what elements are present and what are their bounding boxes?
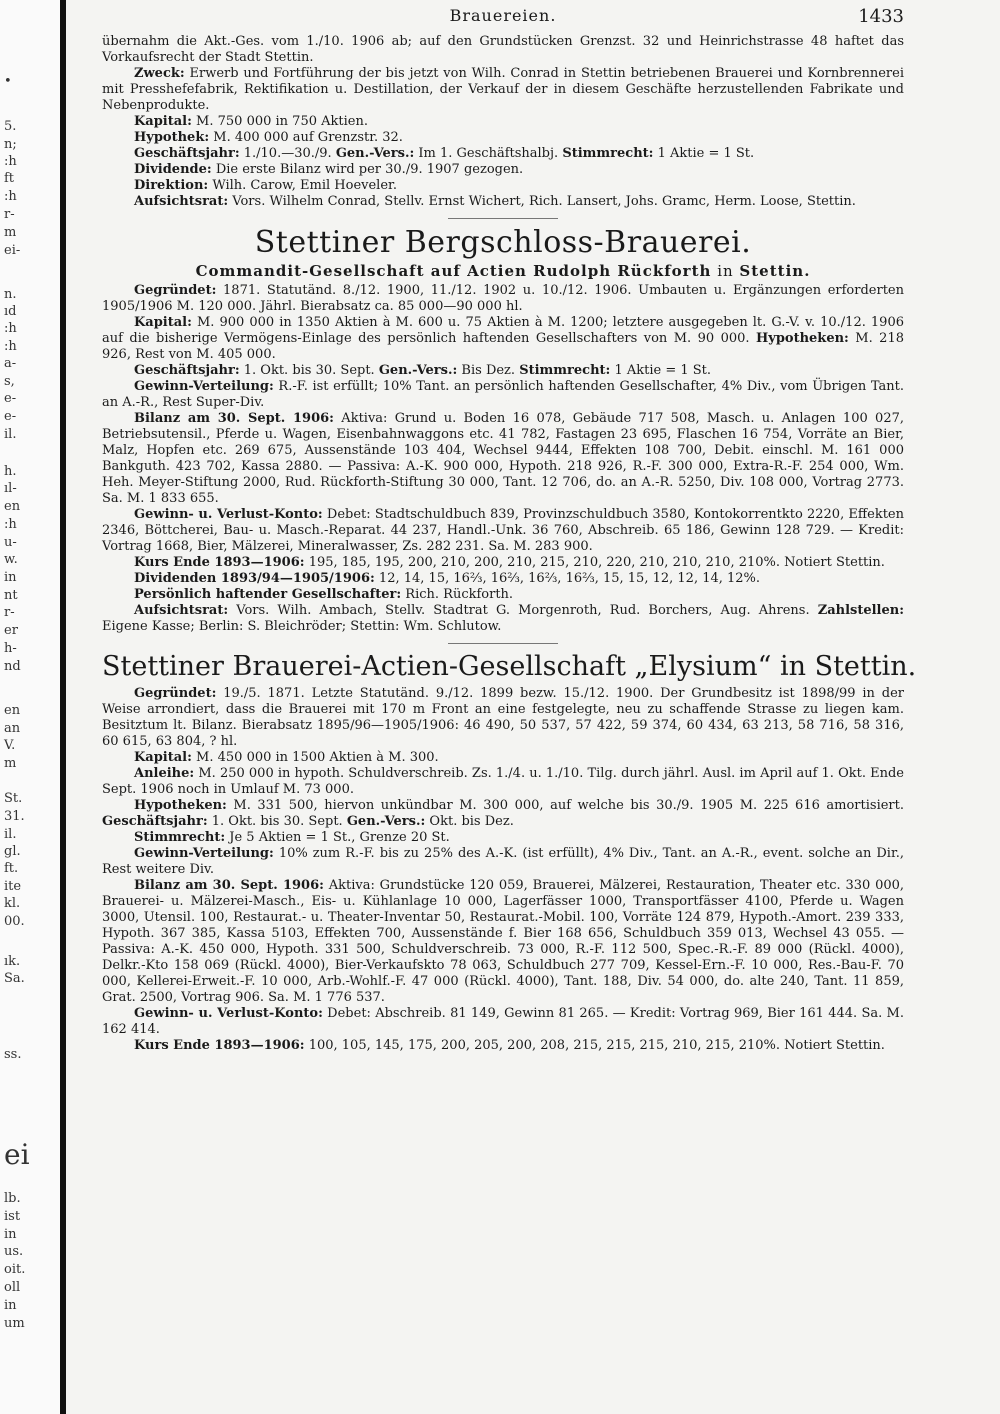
margin-fragment: :h [4,189,17,204]
margin-fragment: a- [4,356,17,371]
intro-geschaeftsjahr: Geschäftsjahr: 1./10.—30./9. Gen.-Vers.: Im 1. Geschäftshalbj. Stimmrecht: 1 Aktie = 1 St. [134,146,755,161]
intro-paragraph: übernahm die Akt.-Ges. vom 1./10. 1906 ab; auf den Grundstücken Grenzst. 32 und Heinrichstrasse 48 haftet das Vorkaufsrecht der Stadt Stettin. [102,34,904,65]
margin-fragment: e- [4,409,17,424]
margin-fragment: en [4,499,21,514]
margin-fragment: ft. [4,861,19,876]
section-title-elysium: Stettiner Brauerei-Actien-Gesellschaft „Elysium“ in Stettin. [102,651,917,682]
margin-fragment: V. [4,738,16,753]
running-title: Brauereien. [449,6,557,25]
margin-fragment: ıd [4,304,17,319]
margin-fragment: er [4,623,18,638]
s1-kurs: Kurs Ende 1893—1906: 195, 185, 195, 200, 210, 200, 210, 215, 210, 220, 210, 210, 210, 210%. Notiert Stettin. [134,555,885,570]
margin-fragment: h- [4,641,17,656]
s2-stimmrecht: Stimmrecht: Je 5 Aktien = 1 St., Grenze 20 St. [134,830,450,845]
margin-fragment: an [4,721,21,736]
section-subtitle-bergschloss: Commandit-Gesellschaft auf Actien Rudolph Rückforth in Stettin. [195,262,811,280]
margin-fragment: in [4,570,17,585]
margin-fragment: in [4,1227,17,1242]
margin-fragment: n. [4,287,17,302]
margin-fragment: ft [4,171,15,186]
margin-fragment: n; [4,137,17,152]
margin-fragment: il. [4,427,17,442]
margin-fragment: s, [4,374,15,389]
section-divider [448,643,558,644]
margin-fragment: en [4,703,21,718]
margin-fragment: ei- [4,243,21,258]
section-title-bergschloss: Stettiner Bergschloss-Brauerei. [254,225,752,260]
s2-gewinn-verteilung: Gewinn-Verteilung: 10% zum R.-F. bis zu 25% des A.-K. (ist erfüllt), 4% Div., Tant. an A.-R., event. solche an Dir., Rest weitere Div. [102,846,904,877]
margin-fragment: kl. [4,896,21,911]
s2-kapital: Kapital: M. 450 000 in 1500 Aktien à M. 300. [134,750,439,765]
margin-fragment: nt [4,588,18,603]
s1-aufsichtsrat: Aufsichtsrat: Vors. Wilh. Ambach, Stellv. Stadtrat G. Morgenroth, Rud. Borchers, Aug. Ahrens. Zahlstellen: Eigene Kasse; Berlin: S. Bleichröder; Stettin: Wm. Schlutow. [102,603,904,634]
margin-fragment: w. [4,552,18,567]
s2-anleihe: Anleihe: M. 250 000 in hypoth. Schuldverschreib. Zs. 1./4. u. 1./10. Tilg. durch jährl. Ausl. im April auf 1. Okt. Ende Sept. 1906 noch in Umlauf M. 73 000. [102,766,904,797]
left-margin-fragments [0,0,60,1414]
intro-aufsichtsrat: Aufsichtsrat: Vors. Wilhelm Conrad, Stellv. Ernst Wichert, Rich. Lansert, Johs. Gramc, Herm. Loose, Stettin. [134,194,856,209]
s2-kurs: Kurs Ende 1893—1906: 100, 105, 145, 175, 200, 205, 200, 208, 215, 215, 215, 210, 215, 210%. Notiert Stettin. [134,1038,885,1053]
margin-fragment: :h [4,321,17,336]
intro-dividende: Dividende: Die erste Bilanz wird per 30./9. 1907 gezogen. [134,162,524,177]
intro-direktion: Direktion: Wilh. Carow, Emil Hoeveler. [134,178,397,193]
margin-fragment: :h [4,339,17,354]
s1-kapital: Kapital: M. 900 000 in 1350 Aktien à M. 600 u. 75 Aktien à M. 1200; letztere ausgegeben lt. G.-V. v. 10./12. 1906 auf die bisherige Vermögens-Einlage des persönlich haftenden Gesellschafters von M. 90 000. Hypotheken: M. 218 926, Rest von M. 405 000. [102,315,904,362]
margin-fragment: r- [4,605,15,620]
margin-fragment: il. [4,827,17,842]
margin-fragment: ıl- [4,481,17,496]
margin-fragment: 00. [4,914,25,929]
intro-kapital: Kapital: M. 750 000 in 750 Aktien. [134,114,368,129]
page-header [102,0,904,34]
margin-fragment: e- [4,391,17,406]
margin-fragment: r- [4,207,15,222]
s1-dividenden: Dividenden 1893/94—1905/1906: 12, 14, 15, 16⅔, 16⅔, 16⅔, 16⅔, 15, 15, 12, 12, 14, 12%. [134,571,761,586]
document-page [102,0,917,1414]
margin-fragment: in [4,1298,17,1313]
s2-gegruendet: Gegründet: 19./5. 1871. Letzte Statutänd. 9./12. 1899 bezw. 15./12. 1900. Der Grundbesitz ist 1898/99 in der Weise arrondiert, dass die Brauerei mit 170 m Front an eine festgelegte, neu zu schaffende Strasse zu liegen kam. Besitztum lt. Bilanz. Bierabsatz 1895/96—1905/1906: 46 490, 50 537, 57 422, 59 374, 60 434, 63 213, 58 716, 58 316, 60 615, 63 804, ? hl. [102,686,904,749]
margin-fragment: ık. [4,954,21,969]
margin-fragment: oit. [4,1262,26,1277]
margin-fragment: oll [4,1280,21,1295]
margin-fragment: 31. [4,809,25,824]
s2-hypotheken: Hypotheken: M. 331 500, hiervon unkündbar M. 300 000, auf welche bis 30./9. 1905 M. 225 616 amortisiert. Geschäftsjahr: 1. Okt. bis 30. Sept. Gen.-Vers.: Okt. bis Dez. [102,798,904,829]
margin-fragment: gl. [4,844,21,859]
margin-fragment: m [4,756,17,771]
margin-fragment: lb. [4,1191,21,1206]
s1-gegruendet: Gegründet: 1871. Statutänd. 8./12. 1900, 11./12. 1902 u. 10./12. 1906. Umbauten u. Ergänzungen erforderten 1905/1906 M. 120 000. Jährl. Bierabsatz ca. 85 000—90 000 hl. [102,283,904,314]
margin-fragment: nd [4,659,21,674]
margin-fragment: 5. [4,119,17,134]
intro-hypothek: Hypothek: M. 400 000 auf Grenzstr. 32. [134,130,403,145]
margin-fragment: ite [4,879,22,894]
s1-gewinn-verteilung: Gewinn-Verteilung: R.-F. ist erfüllt; 10% Tant. an persönlich haftenden Gesellschafter, 4% Div., vom Übrigen Tant. an A.-R., Rest Super-Div. [102,379,904,410]
margin-fragment: :h [4,154,17,169]
margin-fragment: us. [4,1244,24,1259]
binding-rule [60,0,66,1414]
margin-fragment: h. [4,464,17,479]
margin-fragment: • [4,74,12,89]
margin-fragment: Sa. [4,971,25,986]
margin-fragment: :h [4,517,17,532]
margin-fragment: u- [4,535,17,550]
margin-fragment: ss. [4,1047,22,1062]
s1-geschaeftsjahr: Geschäftsjahr: 1. Okt. bis 30. Sept. Gen.-Vers.: Bis Dez. Stimmrecht: 1 Aktie = 1 St. [134,363,712,378]
margin-fragment: um [4,1316,25,1331]
section-divider [448,218,558,219]
margin-fragment: ist [4,1209,21,1224]
margin-fragment: ei [4,1138,30,1171]
s2-bilanz: Bilanz am 30. Sept. 1906: Aktiva: Grundstücke 120 059, Brauerei, Mälzerei, Restauration, Theater etc. 330 000, Brauerei- u. Mälzerei-Masch., Eis- u. Kühlanlage 10 000, Lagerfässer 1000, Transportfässer 4100, Pferde u. Wagen 3000, Utensil. 100, Restaurat.- u. Theater-Inventar 50, Restaurat.-Mobil. 100, Vorräte 124 879, Hypoth.-Amort. 239 333, Hypoth. 367 385, Kassa 5103, Effekten 700, Aussenstände f. Bier 168 656, Schuldbuch 359 013, Wechsel 43 055. — Passiva: A.-K. 450 000, Hypoth. 331 500, Schuldverschreib. 73 000, R.-F. 112 500, Spec.-R.-F. 89 000 (Rückl. 4000), Delkr.-Kto 158 069 (Rückl. 4000), Bier-Verkaufskto 78 063, Schuldbuch 277 709, Kessel-Ern.-F. 10 000, Res.-Bau-F. 70 000, Kellerei-Erweit.-F. 10 000, Arb.-Wohlf.-F. 47 000 (Rückl. 4000), Tant. 188, Div. 54 000, do. alte 240, Tant. 11 859, Grat. 2500, Vortrag 906. Sa. M. 1 776 537. [102,878,905,1005]
page-number: 1433 [858,6,904,27]
s1-bilanz: Bilanz am 30. Sept. 1906: Aktiva: Grund u. Boden 16 078, Gebäude 717 508, Masch. u. Anlagen 100 027, Betriebsutensil., Pferde u. Wagen, Eisenbahnwaggons etc. 41 782, Fastagen 23 695, Flaschen 16 754, Vorräte an Bier, Malz, Hopfen etc. 269 675, Aussenstände 103 404, Wechsel 9444, Effekten 108 700, Debit. einschl. M. 161 000 Bankguth. 423 702, Kassa 2880. — Passiva: A.-K. 900 000, Hypoth. 218 926, R.-F. 300 000, Extra-R.-F. 254 000, Wm. Heh. Meyer-Stiftung 2000, Rud. Rückforth-Stiftung 30 000, Tant. 12 706, do. an A.-R. 5250, Div. 108 000, Vortrag 2773. Sa. M. 1 833 655. [102,411,905,506]
s1-gesellschafter: Persönlich haftender Gesellschafter: Rich. Rückforth. [134,587,514,602]
s1-gewinn-verlust: Gewinn- u. Verlust-Konto: Debet: Stadtschuldbuch 839, Provinzschuldbuch 3580, Kontokorrentkto 2220, Effekten 2346, Böttcherei, Bau- u. Masch.-Reparat. 44 237, Handl.-Unk. 36 760, Abschreib. 65 186, Gewinn 128 729. — Kredit: Vortrag 1668, Bier, Mälzerei, Mineralwasser, Zs. 282 231. Sa. M. 283 900. [102,507,904,554]
s2-gewinn-verlust: Gewinn- u. Verlust-Konto: Debet: Abschreib. 81 149, Gewinn 81 265. — Kredit: Vortrag 969, Bier 161 444. Sa. M. 162 414. [102,1006,904,1037]
margin-fragment: m [4,225,17,240]
margin-fragment: St. [4,791,23,806]
intro-zweck: Zweck: Erwerb und Fortführung der bis jetzt von Wilh. Conrad in Stettin betriebenen Brauerei und Kornbrennerei mit Presshefefabrik, Rektifikation u. Destillation, der Verkauf der in diesem Geschäfte herzustellenden Fabrikate und Nebenprodukte. [102,66,904,113]
